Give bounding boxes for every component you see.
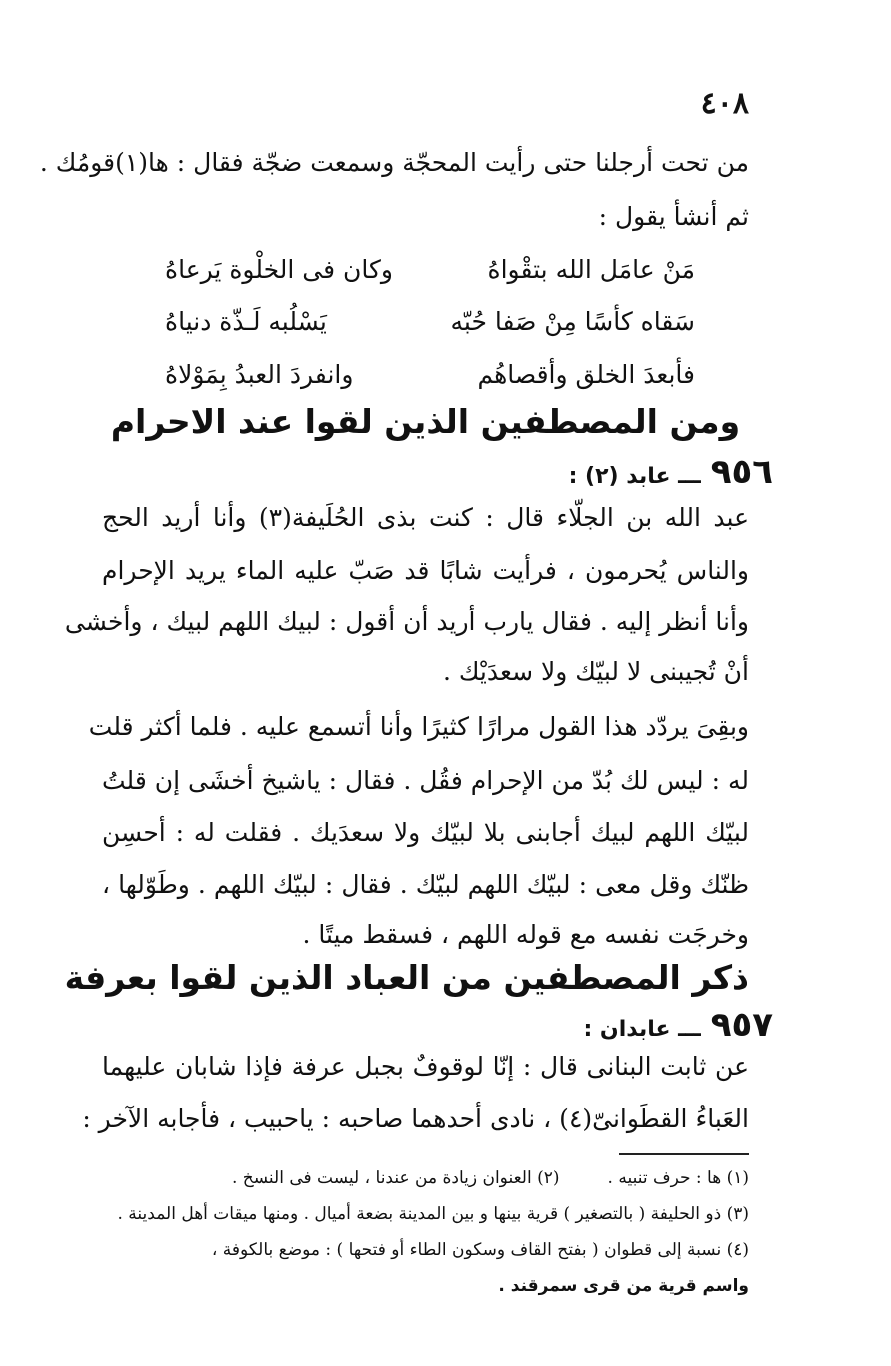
- poem-hemistich-right: فأبعدَ الخلق وأقصاهُم: [477, 360, 695, 389]
- section-heading-ihram: ومن المصطفين الذين لقوا عند الاحرام: [110, 402, 741, 441]
- paragraph-1-line-3: وأنا أنظر إليه . فقال يارب أريد أن أقول : لبيك اللهم لبيك ، وأخشى: [64, 607, 749, 636]
- poem-hemistich-left: يَسْلُبه لَـذّة دنياهُ: [165, 307, 327, 336]
- paragraph-1-line-4: أنْ تُجيبنى لا لبيّك ولا سعدَيْك .: [442, 657, 749, 686]
- entry-label: ـــ عابد (٢) :: [568, 464, 701, 489]
- entry-header-957: [583, 1005, 773, 1045]
- footnote-divider: [619, 1153, 749, 1155]
- footnote-4: (٤) نسبة إلى قطوان ( بفتح القاف وسكون الطاء أو فتحها ) : موضع بالكوفة ،: [211, 1240, 749, 1260]
- page-number: ٤٠٨: [700, 86, 749, 121]
- paragraph-2-line-2: له : ليس لك بُدّ من الإحرام فقُل . فقال : ياشيخ أخشَى إن قلتُ: [102, 766, 749, 795]
- paragraph-3-line-2: العَباءُ القطَوانىّ(٤) ، نادى أحدهما صاحبه : ياحبيب ، فأجابه الآخر :: [82, 1104, 749, 1133]
- paragraph-2-line-5: وخرجَت نفسه مع قوله اللهم ، فسقط ميتًا .: [302, 920, 749, 949]
- footnote-4-continued: واسم قرية من قرى سمرقند .: [498, 1276, 749, 1296]
- footnote-1: (١) ها : حرف تنبيه .: [607, 1168, 749, 1188]
- paragraph-1-line-2: والناس يُحرمون ، فرأيت شابًا قد صَبّ عليه الماء يريد الإحرام: [102, 556, 749, 585]
- paragraph-1-line-1: عبد الله بن الجلّاء قال : كنت بذى الحُلَيفة(٣) وأنا أريد الحج: [102, 503, 749, 532]
- poem-verse-3: [165, 360, 695, 389]
- paragraph-3-line-1: عن ثابت البنانى قال : إنّا لوقوفٌ بجبل عرفة فإذا شابان عليهما: [102, 1052, 749, 1081]
- footnote-3: (٣) ذو الحليفة ( بالتصغير ) قرية بينها و بين المدينة بضعة أميال . ومنها ميقات أهل المدينة .: [117, 1204, 749, 1224]
- paragraph-2-line-4: ظنّك وقل معى : لبيّك اللهم لبيّك . فقال : لبيّك اللهم . وطَوّلها ،: [102, 870, 749, 899]
- intro-line-1: من تحت أرجلنا حتى رأيت المحجّة وسمعت ضجّة فقال : ها(١)قومُك .: [39, 148, 749, 177]
- section-heading-arafah: ذكر المصطفين من العباد الذين لقوا بعرفة: [64, 958, 749, 997]
- footnote-2: (٢) العنوان زيادة من عندنا ، ليست فى النسخ .: [231, 1168, 560, 1188]
- poem-hemistich-right: مَنْ عامَل الله بتقْواهُ: [487, 255, 695, 284]
- footnote-row-1: [149, 1168, 749, 1188]
- entry-number: ٩٥٦: [710, 452, 773, 492]
- entry-header-956: [569, 452, 773, 492]
- poem-hemistich-left: وكان فى الخلْوة يَرعاهُ: [165, 255, 393, 284]
- paragraph-2-line-3: لبيّك اللهم لبيك أجابنى بلا لبيّك ولا سعدَيك . فقلت له : أحسِن: [102, 818, 749, 847]
- poem-verse-2: [165, 307, 695, 336]
- entry-label: ـــ عابدان :: [583, 1017, 701, 1042]
- poem-hemistich-left: وانفردَ العبدُ بِمَوْلاهُ: [165, 360, 354, 389]
- entry-number: ٩٥٧: [710, 1005, 773, 1045]
- poem-verse-1: [165, 255, 695, 284]
- intro-line-2: ثم أنشأ يقول :: [598, 202, 749, 231]
- paragraph-2-line-1: وبقِىَ يردّد هذا القول مرارًا كثيرًا وأنا أتسمع عليه . فلما أكثر قلت: [88, 712, 749, 741]
- poem-hemistich-right: سَقاه كأسًا مِنْ صَفا حُبّه: [450, 307, 695, 336]
